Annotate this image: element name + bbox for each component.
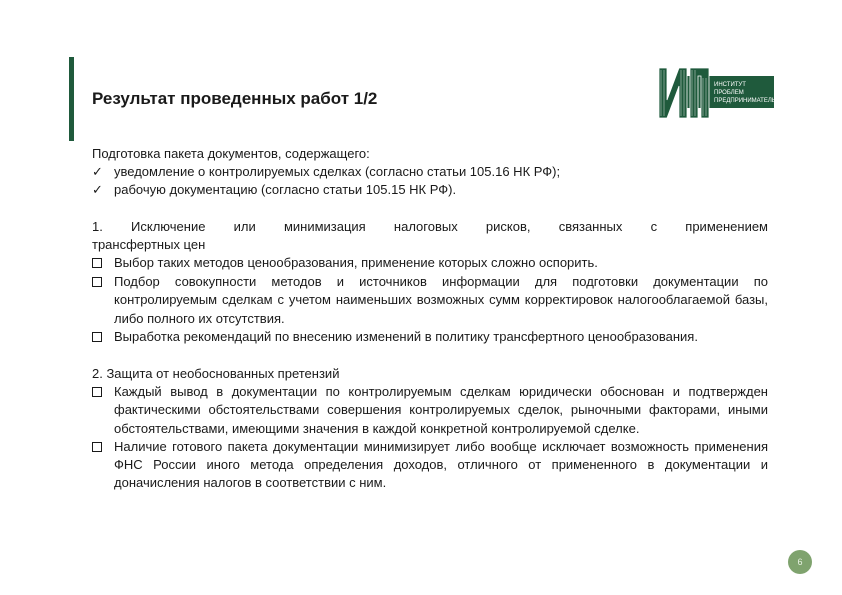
bullet-item: Наличие готового пакета документации минимизирует либо вообще исключает возможность применения ФНС России иного метода определения доходов, отличного от примененного в документации и доначисления налогов в соответствии с ним.: [92, 438, 768, 493]
section1-heading: 1. Исключение или минимизация налоговых рисков, связанных с применением: [92, 218, 768, 234]
checkmark-icon: ✓: [92, 182, 103, 198]
check-item: ✓ рабочую документацию (согласно статьи 105.15 НК РФ).: [92, 181, 768, 199]
logo-line-2: ПРОБЛЕМ: [714, 90, 744, 96]
checkmark-icon: ✓: [92, 164, 103, 180]
slide-title: Результат проведенных работ 1/2: [92, 89, 378, 108]
slide-content: [92, 145, 768, 492]
page-number-badge: 6: [788, 550, 812, 574]
checkbox-bullet-icon: [92, 273, 114, 328]
check-item: ✓ уведомление о контролируемых сделках (согласно статьи 105.16 НК РФ);: [92, 163, 768, 181]
checkbox-bullet-icon: [92, 383, 114, 438]
bullet-item: Подбор совокупности методов и источников информации для подготовки документации по контролируемым сделкам с учетом наименьших возможных сумм корректировок налогооблагаемой базы, либо полного их отсутствия.: [92, 273, 768, 328]
logo-line-1: ИНСТИТУТ: [714, 82, 746, 88]
section1-heading-cont: трансфертных цен: [92, 236, 206, 252]
intro-heading: Подготовка пакета документов, содержащего:: [92, 146, 370, 161]
bullet-item: Каждый вывод в документации по контролируемым сделкам юридически обоснован и подтвержден фактическими обстоятельствами совершения контролируемых сделок, рыночными факторами, иными обстоятельствами, имеющими значения в каждой конкретной контролируемой сделке.: [92, 383, 768, 438]
institute-logo: [657, 62, 792, 124]
checkbox-bullet-icon: [92, 328, 114, 347]
logo-line-3: ПРЕДПРИНИМАТЕЛЬСТВА: [714, 98, 792, 104]
title-accent-bar: [69, 57, 74, 141]
checkbox-bullet-icon: [92, 438, 114, 493]
section2-heading: 2. Защита от необоснованных претензий: [92, 366, 340, 382]
bullet-item: Выбор таких методов ценообразования, применение которых сложно оспорить.: [92, 254, 768, 273]
checkbox-bullet-icon: [92, 254, 114, 273]
bullet-item: Выработка рекомендаций по внесению изменений в политику трансфертного ценообразования.: [92, 328, 768, 347]
